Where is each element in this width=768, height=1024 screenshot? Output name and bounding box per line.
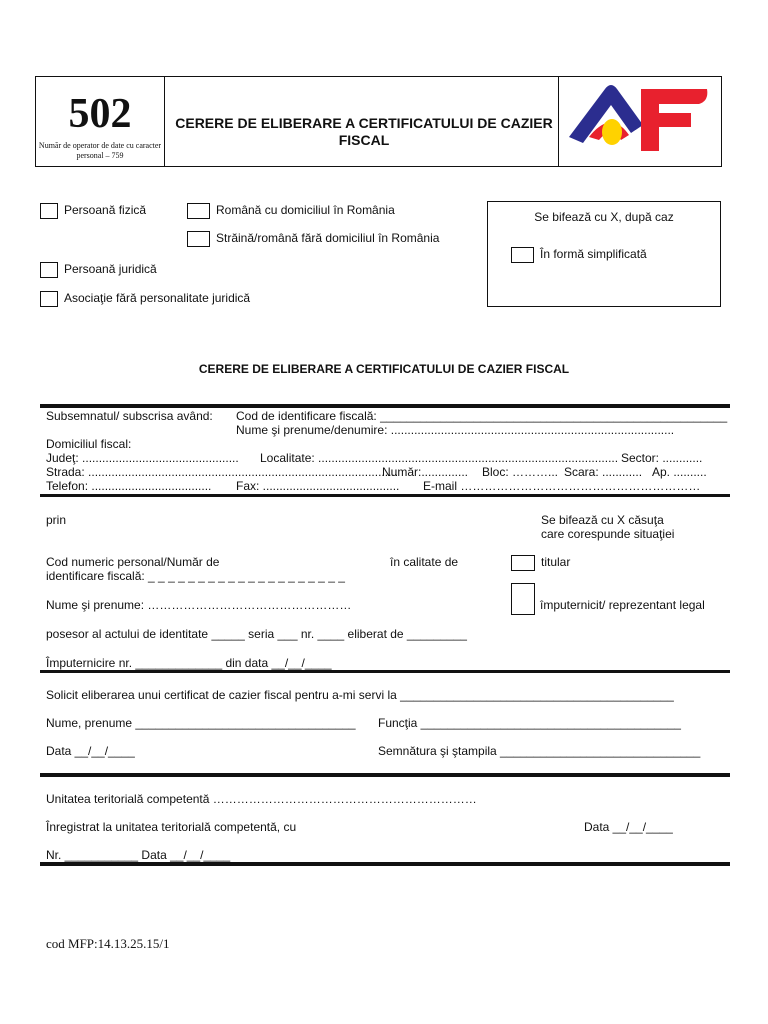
request-nume-field[interactable]: Nume, prenume _________________________________: [46, 716, 356, 730]
form-number-cell: [36, 77, 165, 166]
sector-field[interactable]: Sector: ............: [621, 451, 703, 465]
instruction-text: Se bifează cu X, după caz: [534, 210, 674, 224]
posesor-field[interactable]: posesor al actului de identitate _____ seria ___ nr. ____ eliberat de _________: [46, 627, 467, 641]
persoana-juridica-checkbox[interactable]: [40, 262, 58, 278]
unitatea-field[interactable]: Unitatea teritorială competentă …………………………………………………………: [46, 792, 477, 806]
imputernicit-label: împuternicit/ reprezentant legal: [540, 598, 705, 612]
bifeaza-line1: Se bifează cu X căsuţa: [541, 513, 664, 527]
office-data-field[interactable]: Data __/__/____: [584, 820, 673, 834]
scara-field[interactable]: Scara: ............: [564, 465, 643, 479]
divider-thick: [40, 494, 730, 497]
ap-field[interactable]: Ap. ..........: [652, 465, 707, 479]
in-calitate-label: în calitate de: [390, 555, 459, 569]
localitate-field[interactable]: Localitate: ..........................................................................................: [260, 451, 619, 465]
forma-simplificata-checkbox[interactable]: [511, 247, 534, 263]
divider-thick: [40, 773, 730, 777]
imputernicit-checkbox[interactable]: [511, 583, 535, 615]
semnatura-field[interactable]: Semnătura şi ştampila ______________________________: [378, 744, 701, 758]
nume-prenume-field[interactable]: Nume şi prenume: ……………………………………………: [46, 598, 352, 612]
functia-field[interactable]: Funcţia _______________________________________: [378, 716, 681, 730]
titular-checkbox[interactable]: [511, 555, 535, 571]
form-number: 502: [68, 91, 132, 137]
romana-domiciliu-label: Română cu domiciliul în România: [216, 203, 395, 217]
straina-label: Străină/română fără domiciliul în România: [216, 231, 440, 245]
straina-checkbox[interactable]: [187, 231, 210, 247]
domiciliu-label: Domiciliul fiscal:: [46, 437, 132, 451]
anaf-logo: [559, 77, 722, 166]
logo-yellow-dot: [602, 119, 622, 145]
subsemnatul-label: Subsemnatul/ subscrisa având:: [46, 409, 213, 423]
nume-denumire-field[interactable]: Nume şi prenume/denumire: .....................................................................................: [236, 423, 675, 437]
judet-field[interactable]: Judeţ: ...............................................: [46, 451, 239, 465]
page-title: CERERE DE ELIBERARE A CERTIFICATULUI DE CAZIER FISCAL: [175, 115, 553, 148]
divider-thick: [40, 862, 730, 866]
persoana-fizica-label: Persoană fizică: [64, 203, 147, 217]
persoana-fizica-checkbox[interactable]: [40, 203, 58, 219]
bloc-field[interactable]: Bloc: ………...: [482, 465, 559, 479]
forma-simplificata-label: În formă simplificată: [540, 247, 647, 261]
cod-identificare-field[interactable]: Cod de identificare fiscală: ____________________________________________________: [236, 409, 728, 423]
email-field[interactable]: E-mail ……………………………………………………: [423, 479, 701, 493]
romana-domiciliu-checkbox[interactable]: [187, 203, 210, 219]
prin-label: prin: [46, 513, 67, 527]
imputernicire-field[interactable]: Împuternicire nr. _____________ din data __/__/____: [46, 656, 332, 670]
asociatie-checkbox[interactable]: [40, 291, 58, 307]
cnp-field[interactable]: identificare fiscală: _ _ _ _ _ _ _ _ _ _ _ _ _ _ _ _ _ _ _ _: [46, 569, 345, 583]
office-nr-field[interactable]: Nr. ___________ Data __/__/____: [46, 848, 231, 862]
operator-note: Număr de operator de date cu caracter personal – 759: [38, 141, 162, 160]
form-header: [35, 76, 722, 167]
solicit-field[interactable]: Solicit eliberarea unui certificat de cazier fiscal pentru a-mi servi la _________________________________________: [46, 688, 674, 702]
logo-cell: [558, 77, 722, 166]
section-title: CERERE DE ELIBERARE A CERTIFICATULUI DE CAZIER FISCAL: [198, 362, 570, 376]
strada-field[interactable]: Strada: .............................................................................................: [46, 465, 399, 479]
instruction-box: [487, 201, 721, 307]
numar-field[interactable]: Număr:..............: [382, 465, 469, 479]
cod-mfp: cod MFP:14.13.25.15/1: [46, 936, 170, 951]
asociatie-label: Asociaţie fără personalitate juridică: [64, 291, 251, 305]
bifeaza-line2: care corespunde situaţiei: [541, 527, 675, 541]
titular-label: titular: [541, 555, 571, 569]
persoana-juridica-label: Persoană juridică: [64, 262, 157, 276]
cnp-label: Cod numeric personal/Număr de: [46, 555, 220, 569]
divider-thick: [40, 404, 730, 408]
telefon-field[interactable]: Telefon: ....................................: [46, 479, 212, 493]
divider-thick: [40, 670, 730, 673]
inregistrat-label: Înregistrat la unitatea teritorială competentă, cu: [46, 820, 297, 834]
logo-f-shape: [641, 89, 707, 151]
fax-field[interactable]: Fax: .........................................: [236, 479, 400, 493]
request-data-field[interactable]: Data __/__/____: [46, 744, 135, 758]
